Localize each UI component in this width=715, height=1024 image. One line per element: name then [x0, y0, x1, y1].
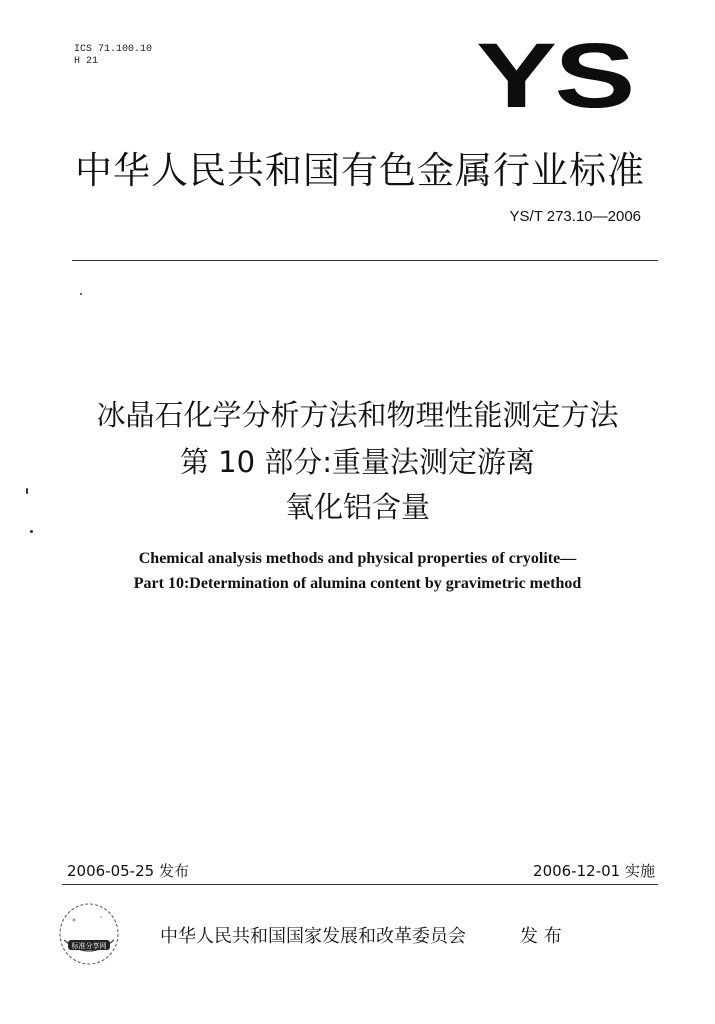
ics-code: ICS 71.100.10: [74, 44, 153, 55]
industry-standard-title: 中华人民共和国有色金属行业标准: [75, 149, 645, 192]
seal-text: 标准分享网: [71, 942, 107, 950]
publish-label: 发 布: [520, 926, 562, 947]
implementation-date: 2006-12-01 实施: [533, 862, 655, 880]
issuing-authority: 中华人民共和国国家发展和改革委员会: [160, 926, 466, 947]
class-code: H 21: [74, 56, 99, 67]
scan-speck: [26, 488, 28, 494]
standard-number: YS/T 273.10—2006: [509, 208, 641, 225]
title-en-line1: Chemical analysis methods and physical properties of cryolite—: [138, 550, 577, 567]
classification-codes: [74, 44, 152, 68]
issue-date: 2006-05-25 发布: [67, 862, 189, 880]
bottom-divider: [62, 884, 658, 885]
scan-speck: [30, 530, 33, 533]
title-cn-line3: 氧化铝含量: [284, 490, 430, 524]
ys-logo: YS: [476, 25, 633, 127]
title-en-line2: Part 10:Determination of alumina content by gravimetric method: [133, 575, 582, 592]
svg-text:*: *: [72, 917, 76, 926]
title-cn-line1: 冰晶石化学分析方法和物理性能测定方法: [96, 398, 619, 432]
title-cn-line2: 第 10 部分:重量法测定游离: [179, 445, 536, 479]
scan-speck: [80, 293, 82, 295]
seal-stamp: [56, 900, 122, 968]
top-divider: [72, 260, 658, 261]
svg-text:': ': [100, 915, 103, 924]
